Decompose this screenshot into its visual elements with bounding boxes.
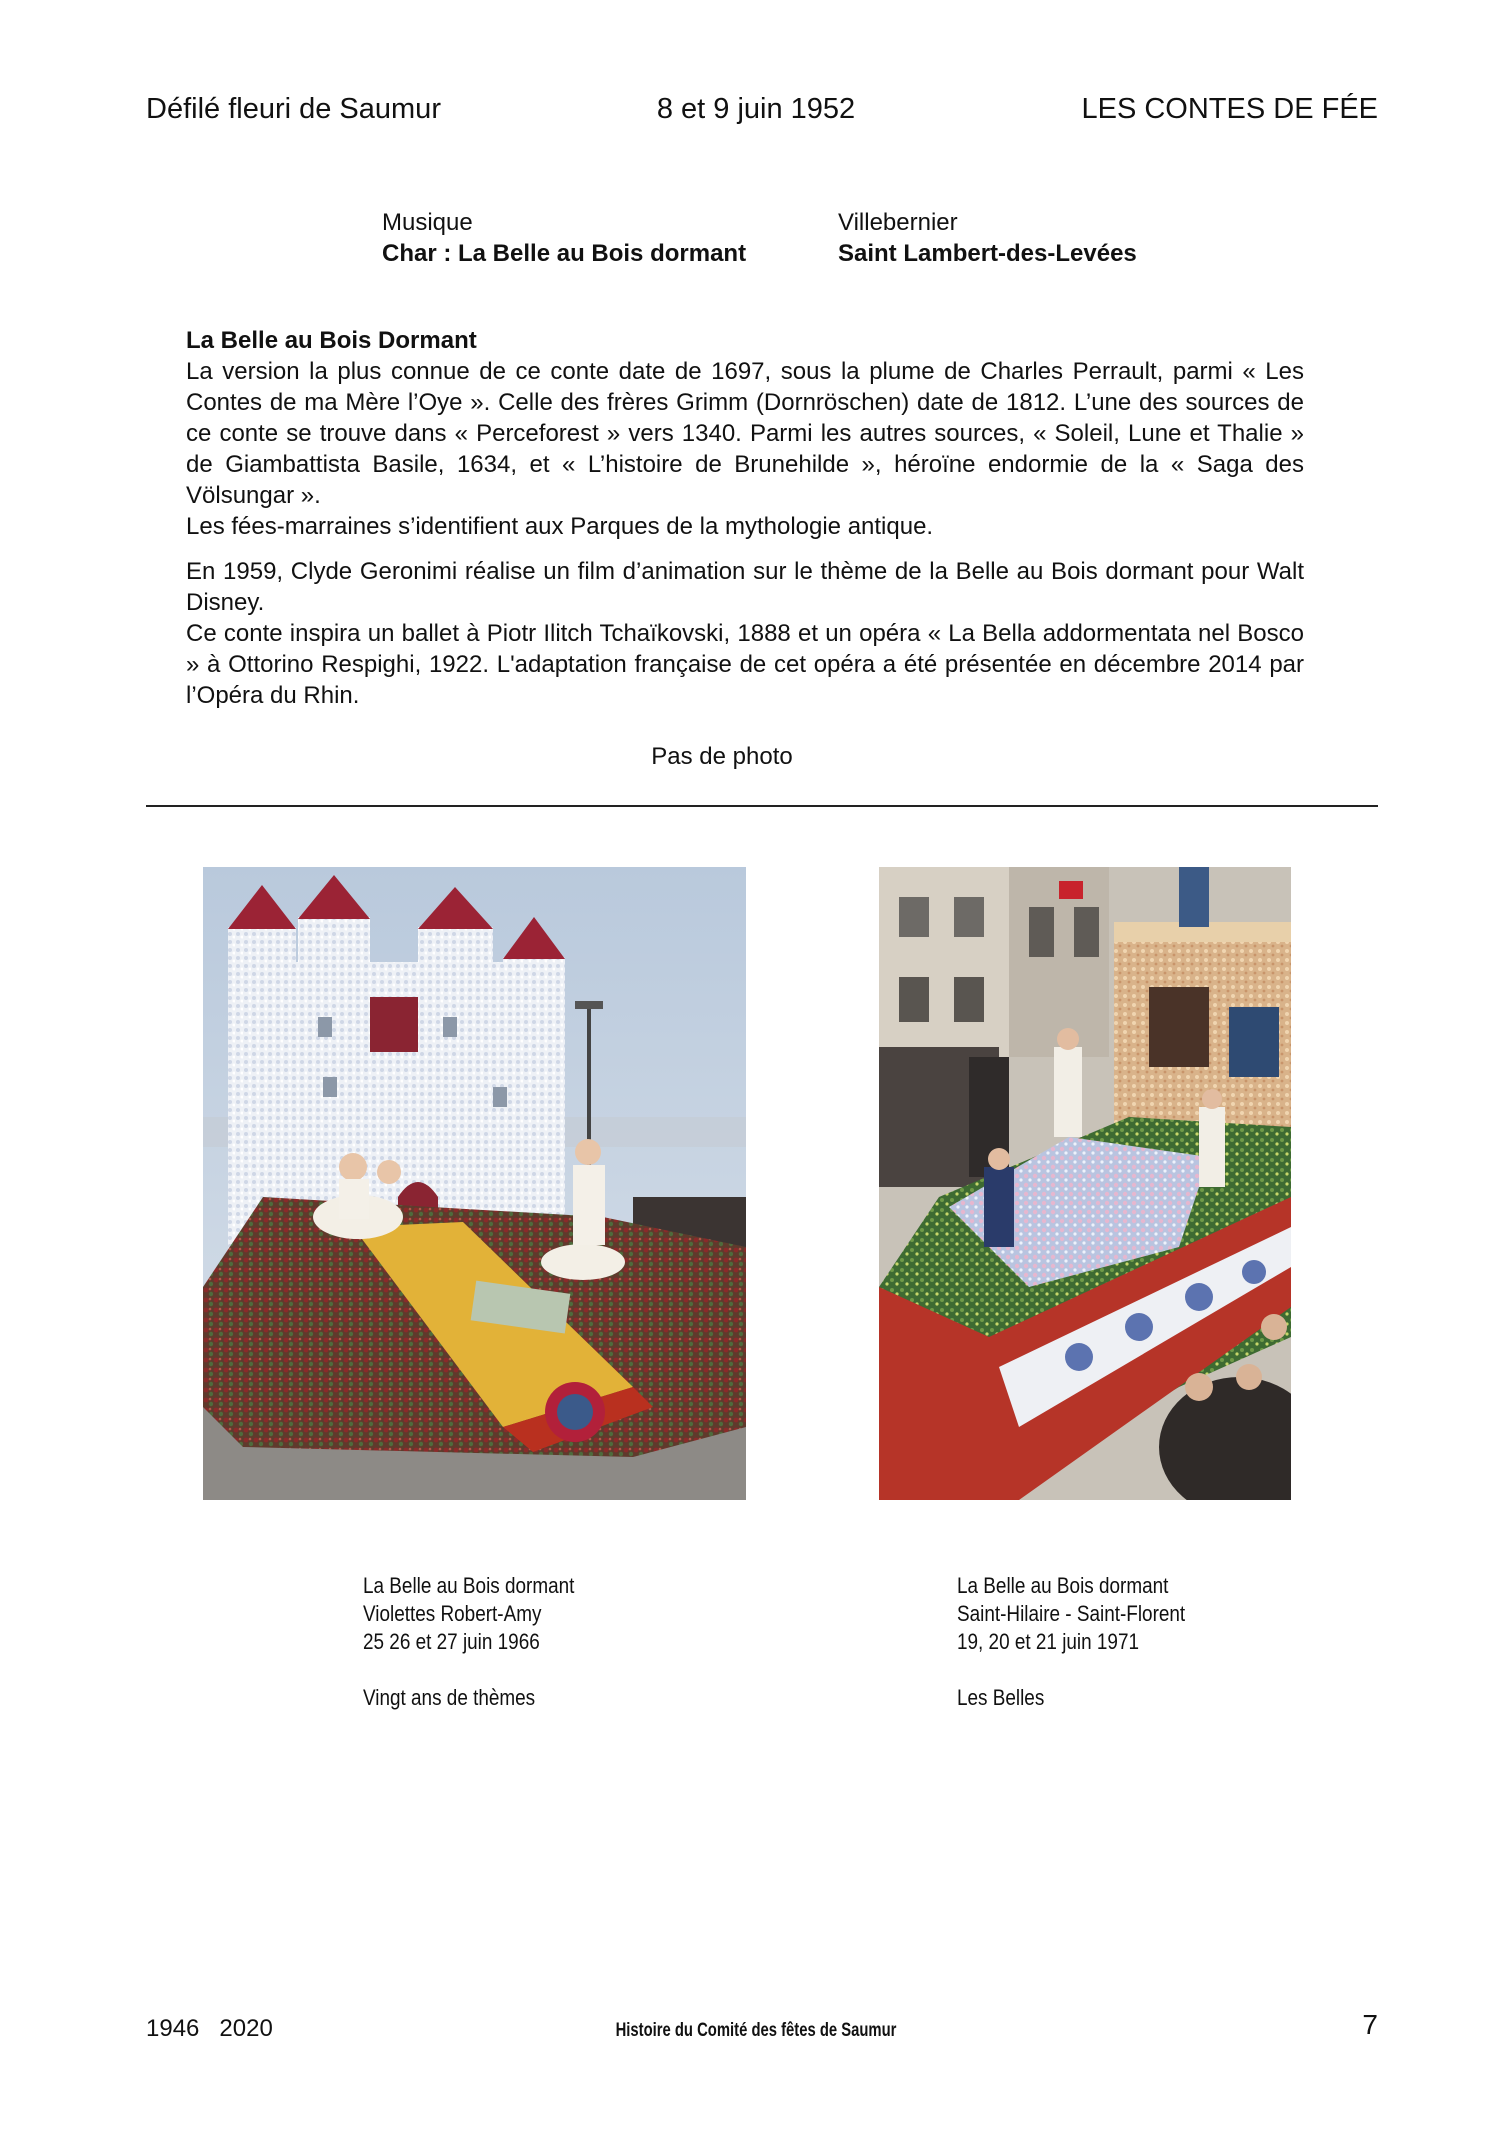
footer-year-start: 1946 [146, 2015, 200, 2042]
meta-village: Saint Lambert-des-Levées [838, 240, 1137, 267]
page-number: 7 [1362, 2009, 1378, 2040]
section-divider [146, 805, 1378, 807]
caption-2-source: Les Belles [957, 1685, 1045, 1710]
no-photo-note: Pas de photo [651, 743, 793, 770]
article-paragraph-2: Les fées-marraines s’identifient aux Parques de la mythologie antique. [186, 513, 934, 540]
article-title: La Belle au Bois Dormant [186, 327, 477, 354]
caption-2-title: La Belle au Bois dormant [957, 1573, 1169, 1598]
meta-char: Char : La Belle au Bois dormant [382, 240, 747, 267]
photo-castle-float-1971 [879, 867, 1291, 1500]
article-paragraph-3: En 1959, Clyde Geronimi réalise un film d’animation sur le thème de la Belle au Bois dormant pour Walt Disney. [186, 558, 1304, 616]
caption-1-source: Vingt ans de thèmes [363, 1685, 536, 1710]
article-paragraph-4: Ce conte inspira un ballet à Piotr Ilitch Tchaïkovski, 1888 et un opéra « La Bella addormentata nel Bosco » à Ottorino Respighi, 1922. L'adaptation française de cet opéra a été présentée en décembre 2014 par l’Opéra du Rhin. [186, 620, 1304, 709]
article [186, 325, 1304, 711]
caption-photo-2 [957, 1572, 1185, 1712]
footer-year-end: 2020 [219, 2015, 273, 2042]
footer-years [146, 2014, 273, 2044]
header-date: 8 et 9 juin 1952 [656, 93, 856, 125]
meta-left [382, 207, 746, 269]
article-paragraph-1: La version la plus connue de ce conte date de 1697, sous la plume de Charles Perrault, parmi « Les Contes de ma Mère l’Oye ». Celle des frères Grimm (Dornröschen) date de 1812. L’une des sources de ce conte se trouve dans « Perceforest » vers 1340. Parmi les autres sources, « Soleil, Lune et Thalie » de Giambattista Basile, 1634, et « L’histoire de Brunehilde », héroïne endormie de la « Saga des Völsungar ». [186, 358, 1304, 509]
caption-2-date: 19, 20 et 21 juin 1971 [957, 1629, 1139, 1654]
caption-photo-1 [363, 1572, 574, 1712]
caption-2-group: Saint-Hilaire - Saint-Florent [957, 1601, 1186, 1626]
caption-1-date: 25 26 et 27 juin 1966 [363, 1629, 540, 1654]
caption-1-group: Violettes Robert-Amy [363, 1601, 542, 1626]
meta-right [838, 207, 1137, 269]
header-left: Défilé fleuri de Saumur [146, 93, 441, 125]
header-right: LES CONTES DE FÉE [1081, 93, 1378, 125]
caption-1-title: La Belle au Bois dormant [363, 1573, 575, 1598]
photo-castle-float-1966 [203, 867, 746, 1500]
meta-category: Musique [382, 209, 473, 236]
meta-town: Villebernier [838, 209, 958, 236]
footer-title: Histoire du Comité des fêtes de Saumur [615, 2020, 897, 2041]
